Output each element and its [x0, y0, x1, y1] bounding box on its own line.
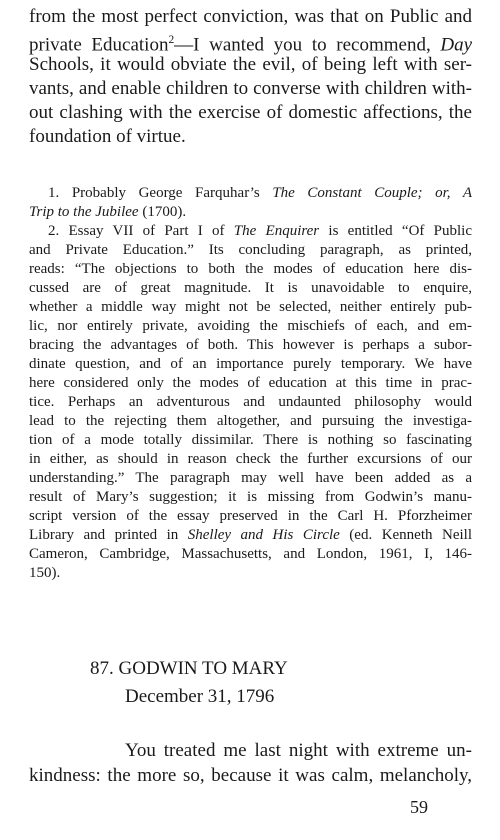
footnote-line: understanding.” The paragraph may well have been added as a [29, 470, 472, 486]
body-line: out clashing with the exercise of domestic affections, the [29, 102, 472, 123]
letter-date: December 31, 1796 [125, 686, 275, 707]
footnote-line: here considered only the modes of education at this time in prac- [29, 375, 472, 391]
body-line: Schools, it would obviate the evil, of being left with ser- [29, 54, 472, 75]
letter-line: You treated me last night with extreme un- [125, 740, 472, 761]
footnote-line: 2. Essay VII of Part I of The Enquirer is entitled “Of Public [48, 223, 473, 239]
italic-title: Shelley and His Circle [187, 527, 340, 543]
footnote-line: cussed are of great magnitude. It is unavoidable to enquire, [29, 280, 472, 296]
footnote-line: tice. Perhaps an adventurous and undaunted philosophy would [29, 394, 472, 410]
footnote-line: Cameron, Cambridge, Massachusetts, and London, 1961, I, 146- [29, 546, 472, 562]
italic-title: The Enquirer [233, 223, 320, 239]
footnote-line: whether a middle way might not be selected, neither entirely pub- [29, 299, 472, 315]
footnote-line: lic, nor entirely private, avoiding the mischiefs of each, and em- [29, 318, 472, 334]
footnote-line: dinate question, and of an importance purely temporary. We have [29, 356, 472, 372]
footnote-line: lead to the rejecting them altogether, and pursuing the investiga- [29, 413, 472, 429]
footnote-line: tion of a mode totally dissimilar. There is nothing so fascinating [29, 432, 472, 448]
footnote-line: in either, as should in reason check the further excursions of our [29, 451, 472, 467]
italic-title: Trip to the Jubilee [29, 204, 139, 220]
footnote-line: and Private Education.” Its concluding paragraph, as printed, [29, 242, 472, 258]
body-line: vants, and enable children to converse with children with- [29, 78, 472, 99]
footnote-line: Trip to the Jubilee (1700). [29, 204, 187, 220]
body-line: from the most perfect conviction, was that on Public and [29, 6, 472, 27]
body-line: private Education$^2$—I wanted you to recommend, Day [29, 34, 473, 56]
footnote-marker: 2 [168, 34, 175, 46]
footnote-line: bracing the advantages of both. This however is perhaps a subor- [29, 337, 472, 353]
italic-title: The Constant Couple; or, A [272, 185, 472, 201]
footnote-line: reads: “The objections to both the modes of education here dis- [29, 261, 472, 277]
letter-line: kindness: the more so, because it was calm, melancholy, [29, 765, 472, 786]
italic-title: Day [440, 34, 473, 56]
footnote-line: Library and printed in Shelley and His Circle (ed. Kenneth Neill [29, 527, 472, 543]
page-number: 59 [410, 797, 428, 817]
footnote-line: script version of the essay preserved in the Carl H. Pforzheimer [29, 508, 472, 524]
footnote-line: 150). [29, 565, 61, 581]
letter-heading: 87. GODWIN TO MARY [90, 658, 288, 679]
body-line: foundation of virtue. [29, 126, 186, 147]
footnote-line: 1. Probably George Farquhar’s The Constant Couple; or, A [48, 185, 472, 201]
footnote-line: result of Mary’s suggestion; it is missing from Godwin’s manu- [29, 489, 472, 505]
